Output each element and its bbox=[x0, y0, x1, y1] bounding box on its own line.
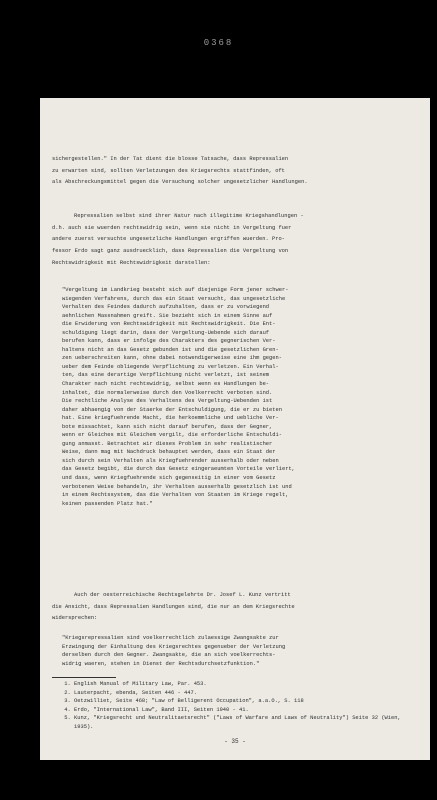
footnote: 3. Oetzwilliet, Seite 468; "Law of Belligerent Occupation", a.a.O., S. 118 bbox=[74, 697, 420, 706]
quote-line: zen ueberschreiten kann, ohne dabei notwendigerweise eine ihm gegen- bbox=[62, 355, 282, 362]
quote-line: wenn er Gleiches mit Gleichem vergilt, die erforderliche Entschuldi- bbox=[62, 432, 282, 439]
quote-line: schuldigung liegt darin, dass der Vergeltung-Uebende sich darauf bbox=[62, 329, 270, 336]
text-line: die Ansicht, dass Repressalien Handlungen sind, die nur an dem Kriegsrechte bbox=[52, 603, 295, 610]
quote-line: bote missachtet, kann sich nicht darauf berufen, dass der Gegner, bbox=[62, 423, 273, 430]
quote-line: gung anmasst. Betrachtet wir dieses Problem in sehr realistischer bbox=[62, 440, 273, 447]
footnote: 5. Kunz, "Kriegsrecht und Neutralitaetsrecht" ("Laws of Warfare and Laws of Neutrality") Seite 32 (Wien, 1935). bbox=[74, 714, 420, 731]
quote-line: das Gesetz begibt, die durch das Gesetz eingeraeumten Vorteile verliert, bbox=[62, 466, 295, 473]
quote-line: berufen kann, dass er infolge des Charakters des gegnerischen Ver- bbox=[62, 338, 276, 345]
quote-line: Charakter nach nicht rechtswidrig, selbst wenn es Handlungen be- bbox=[62, 381, 270, 388]
text-line: Rechtswidrigkeit mit Rechtswidrigkeit darstellen: bbox=[52, 259, 211, 266]
footnote: 1. English Manual of Military Law, Par. 453. bbox=[74, 680, 420, 689]
text-line: fessor Erdo sagt ganz ausdruecklich, dass Repressalien die Vergeltung von bbox=[52, 248, 289, 255]
page-number: - 35 - bbox=[224, 738, 246, 745]
text-line: sichergestellen." In der Tat dient die blosse Tatsache, dass Repressalien bbox=[52, 156, 289, 162]
quote-line: Die rechtliche Analyse des Verhaltens des Vergeltung-Uebenden ist bbox=[62, 398, 273, 405]
quote-line: die Erwiderung von Rechtswidrigkeit mit Rechtswidrigkeit. Die Ent- bbox=[62, 321, 276, 328]
paragraph-3 bbox=[52, 590, 420, 625]
quote-line: Erzwingung der Einhaltung des Kriegsrechtes gegenueber der Verletzung bbox=[62, 643, 286, 650]
quote-line: "Kriegsrepressalien sind voelkerrechtlich zulaessige Zwangsakte zur bbox=[62, 635, 279, 641]
quote-line: sich durch sein Verhalten als Kriegfuehrender ausserhalb oder neben bbox=[62, 457, 279, 464]
text-line: als Abschreckungsmittel gegen die Versuchung solcher ungesetzlicher Handlungen. bbox=[52, 179, 308, 186]
quote-line: verbotenen Weise behandeln, ihr Verhalten ausserhalb gesetzlich ist und bbox=[62, 483, 292, 490]
quote-line: derselben durch den Gegner. Zwangsakte, die an sich voelkerrechts- bbox=[62, 652, 276, 659]
quote-line: keinen passenden Platz hat." bbox=[62, 500, 153, 507]
quote-line: ten, das eine derartige Verpflichtung nicht verletzt, ist seinem bbox=[62, 372, 270, 379]
text-line: Auch der oesterreichische Rechtsgelehrte Dr. Josef L. Kunz vertritt bbox=[74, 592, 291, 598]
text-line: andere zuerst versuchte ungesetzliche Handlungen ergriffen wuerden. Pro- bbox=[52, 236, 285, 243]
footnote: 4. Erdo, "International Law", Band III, Seiten 1940 - 41. bbox=[74, 706, 420, 715]
quote-line: und dass, wenn Kriegfuehrende sich gegenseitig in einer vom Gesetz bbox=[62, 475, 276, 482]
quote-line: inhaltet, die normalerweise durch den Voelkerrecht verboten sind. bbox=[62, 389, 273, 396]
text-line: zu erwarten sind, sollten Verletzungen des Kriegsrechts stattfinden, oft bbox=[52, 167, 285, 174]
quote-line: Verhalten des Feindes dadurch aufzuhalten, dass er zu vorwiegend bbox=[62, 304, 270, 311]
quote-line: ueber dem Feinde obliegende Verpflichtung zu verletzen. Ein Verhal- bbox=[62, 363, 279, 370]
frame-mark: 0368 bbox=[203, 38, 234, 48]
footnote: 2. Lauterpacht, ebenda, Seiten 446 - 447. bbox=[74, 689, 420, 698]
paragraph-2 bbox=[52, 211, 420, 270]
quote-line: hat. Eine kriegfuehrende Macht, die herkoemmliche und uebliche Ver- bbox=[62, 415, 279, 422]
quote-line: in einem Rechtssystem, das die Verhalten von Staaten im Kriege regelt, bbox=[62, 492, 289, 499]
document-page bbox=[40, 98, 430, 760]
block-quote-2 bbox=[62, 634, 412, 668]
quote-line: aehnlichen Massnahmen greift. Sie bezieht sich in einem Sinne auf bbox=[62, 312, 273, 319]
quote-line: haltens nicht an das Gesetz gebunden ist und die gesetzlichen Gren- bbox=[62, 346, 279, 353]
footnote-rule bbox=[52, 677, 116, 678]
quote-line: daher abhaengig von der Staerke der Entschuldigung, die er zu bieten bbox=[62, 406, 282, 413]
quote-line: Weise, dann mag mit Nachdruck behauptet werden, dass ein Staat der bbox=[62, 449, 276, 456]
paragraph-1 bbox=[52, 154, 420, 189]
footnotes bbox=[52, 680, 420, 731]
block-quote-1 bbox=[62, 286, 412, 508]
quote-line: widrig waeren, stehen in Dienst der Rechtsdurchsetzfunktion." bbox=[62, 660, 260, 667]
text-line: d.h. auch sie wuerden rechtswidrig sein, wenn sie nicht in Vergeltung fuer bbox=[52, 224, 292, 231]
text-line: Repressalien selbst sind ihrer Natur nach illegitime Kriegshandlungen - bbox=[74, 213, 304, 219]
quote-line: wiegenden Verfahrens, durch das ein Staat versucht, das ungesetzliche bbox=[62, 295, 286, 302]
text-line: widersprechen: bbox=[52, 615, 98, 622]
quote-line: "Vergeltung im Landkrieg besteht sich auf diejenige Form jener schwer- bbox=[62, 287, 289, 293]
